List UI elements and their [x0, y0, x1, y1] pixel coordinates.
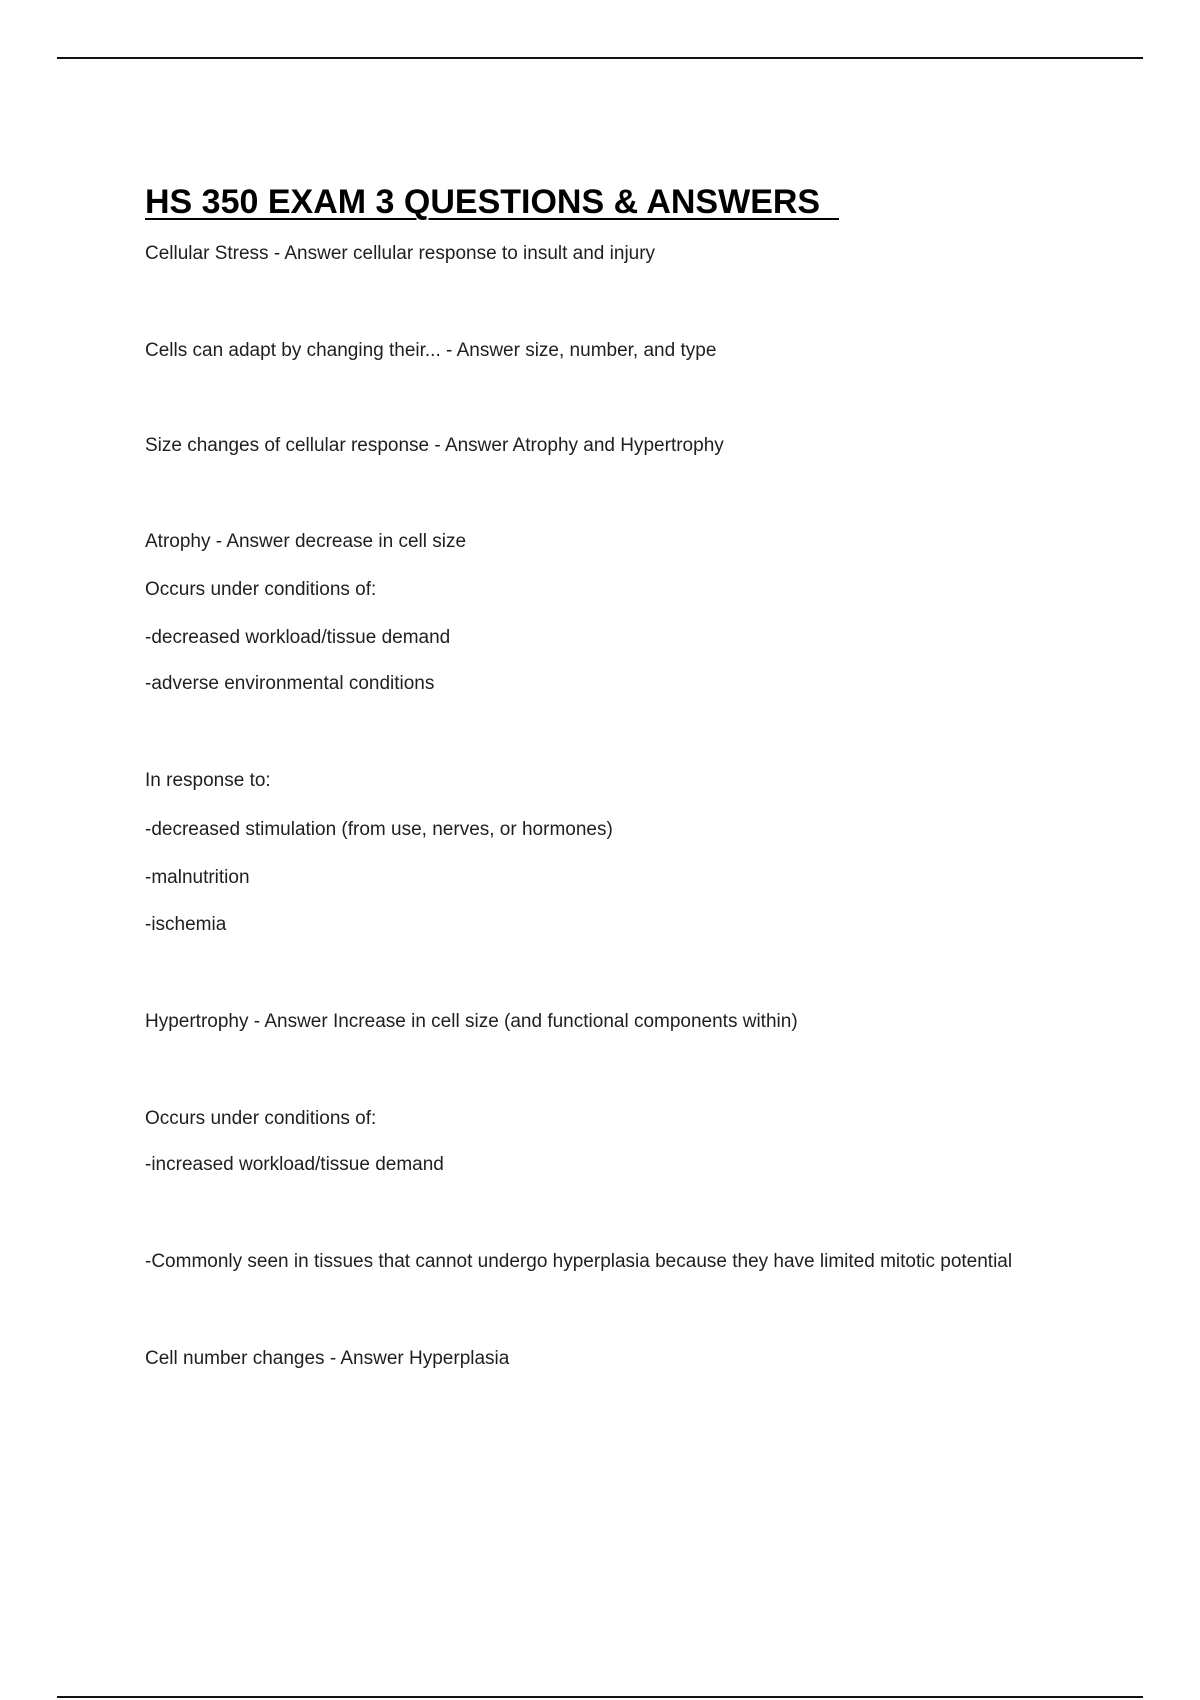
text-line-in-response-to: In response to: — [145, 770, 271, 791]
text-line-decreased-stim: -decreased stimulation (from use, nerves, or hormones) — [145, 819, 613, 840]
text-line-adverse-env: -adverse environmental conditions — [145, 673, 435, 694]
text-line-occurs-under-1: Occurs under conditions of: — [145, 579, 377, 600]
text-line-increased-workload: -increased workload/tissue demand — [145, 1154, 444, 1175]
text-line-cellular-stress: Cellular Stress - Answer cellular response to insult and injury — [145, 243, 656, 264]
text-line-size-changes: Size changes of cellular response - Answer Atrophy and Hypertrophy — [145, 435, 724, 456]
document-title: HS 350 EXAM 3 QUESTIONS & ANSWERS — [145, 183, 839, 221]
text-line-atrophy: Atrophy - Answer decrease in cell size — [145, 531, 467, 552]
text-line-decreased-workload: -decreased workload/tissue demand — [145, 627, 451, 648]
text-line-hypertrophy: Hypertrophy - Answer Increase in cell size (and functional components within) — [145, 1011, 798, 1032]
text-line-malnutrition: -malnutrition — [145, 867, 250, 888]
text-line-occurs-under-2: Occurs under conditions of: — [145, 1108, 377, 1129]
text-line-cells-adapt: Cells can adapt by changing their... - Answer size, number, and type — [145, 340, 717, 361]
text-line-commonly-seen: -Commonly seen in tissues that cannot undergo hyperplasia because they have limited mitotic potential — [145, 1251, 1013, 1272]
text-line-ischemia: -ischemia — [145, 914, 227, 935]
document-body — [145, 178, 1105, 1369]
top-rule — [57, 57, 1143, 59]
bottom-rule — [57, 1696, 1143, 1698]
text-line-cell-number: Cell number changes - Answer Hyperplasia — [145, 1348, 510, 1369]
